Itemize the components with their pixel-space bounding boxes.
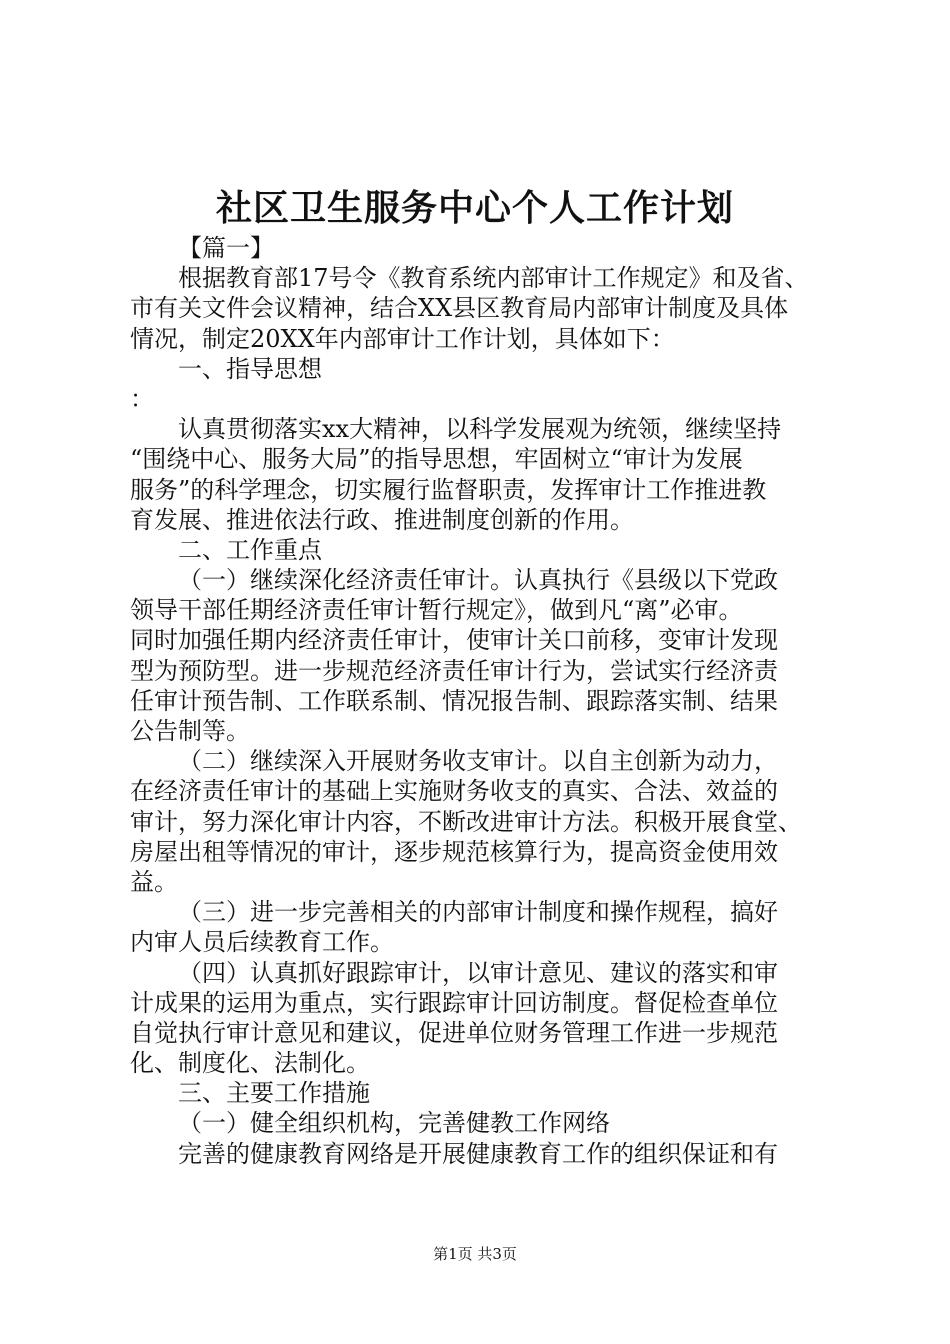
- paragraph-line: （四）认真抓好跟踪审计，以审计意见、建议的落实和审: [178, 958, 778, 987]
- paragraph-line: 化、制度化、法制化。: [130, 1049, 370, 1078]
- paragraph-line: 育发展、推进依法行政、推进制度创新的作用。: [130, 505, 634, 534]
- paragraph-line: 型为预防型。进一步规范经济责任审计行为，尝试实行经济责: [130, 656, 778, 685]
- paragraph-line: 计成果的运用为重点，实行跟踪审计回访制度。督促检查单位: [130, 988, 778, 1017]
- section-heading-part-one: 【篇一】: [178, 234, 274, 262]
- document-title: 社区卫生服务中心个人工作计划: [215, 187, 734, 229]
- paragraph-line: 审计，努力深化审计内容，不断改进审计方法。积极开展食堂、: [130, 807, 802, 836]
- paragraph-line: 内审人员后续教育工作。: [130, 928, 394, 957]
- paragraph-line: 完善的健康教育网络是开展健康教育工作的组织保证和有: [178, 1139, 778, 1168]
- section-heading-main-measures: 三、主要工作措施: [178, 1079, 370, 1108]
- section-heading-work-focus: 二、工作重点: [178, 535, 322, 564]
- page-footer: 第1页 共3页: [433, 1245, 517, 1263]
- paragraph-line: 任审计预告制、工作联系制、情况报告制、跟踪落实制、结果: [130, 686, 778, 715]
- paragraph-line: 情况，制定20XX年内部审计工作计划，具体如下：: [130, 324, 675, 353]
- paragraph-line: 市有关文件会议精神，结合XX县区教育局内部审计制度及具体: [130, 294, 789, 323]
- paragraph-line: 根据教育部17号令《教育系统内部审计工作规定》和及省、: [178, 264, 809, 293]
- paragraph-line: （一）继续深化经济责任审计。认真执行《县级以下党政: [178, 566, 778, 595]
- paragraph-line: 服务”的科学理念，切实履行监督职责，发挥审计工作推进教: [130, 475, 767, 504]
- paragraph-line: （一）健全组织机构，完善健教工作网络: [178, 1109, 610, 1138]
- paragraph-line: 公告制等。: [130, 717, 250, 745]
- paragraph-line: 在经济责任审计的基础上实施财务收支的真实、合法、效益的: [130, 777, 778, 806]
- document-body: [130, 233, 830, 1169]
- paragraph-line: （二）继续深入开展财务收支审计。以自主创新为动力，: [178, 747, 778, 776]
- paragraph-line: “围绕中心、服务大局”的指导思想，牢固树立“审计为发展: [130, 445, 743, 474]
- paragraph-line: ：: [130, 384, 154, 413]
- paragraph-line: 领导干部任期经济责任审计暂行规定》，做到凡“离”必审。: [130, 596, 743, 625]
- paragraph-line: 房屋出租等情况的审计，逐步规范核算行为，提高资金使用效: [130, 837, 778, 866]
- paragraph-line: 认真贯彻落实xx大精神，以科学发展观为统领，继续坚持: [178, 415, 782, 444]
- paragraph-line: 自觉执行审计意见和建议，促进单位财务管理工作进一步规范: [130, 1018, 778, 1047]
- paragraph-line: （三）进一步完善相关的内部审计制度和操作规程，搞好: [178, 898, 778, 927]
- section-heading-guiding-thought: 一、指导思想: [178, 354, 322, 383]
- paragraph-line: 益。: [130, 867, 178, 896]
- paragraph-line: 同时加强任期内经济责任审计，使审计关口前移，变审计发现: [130, 626, 778, 655]
